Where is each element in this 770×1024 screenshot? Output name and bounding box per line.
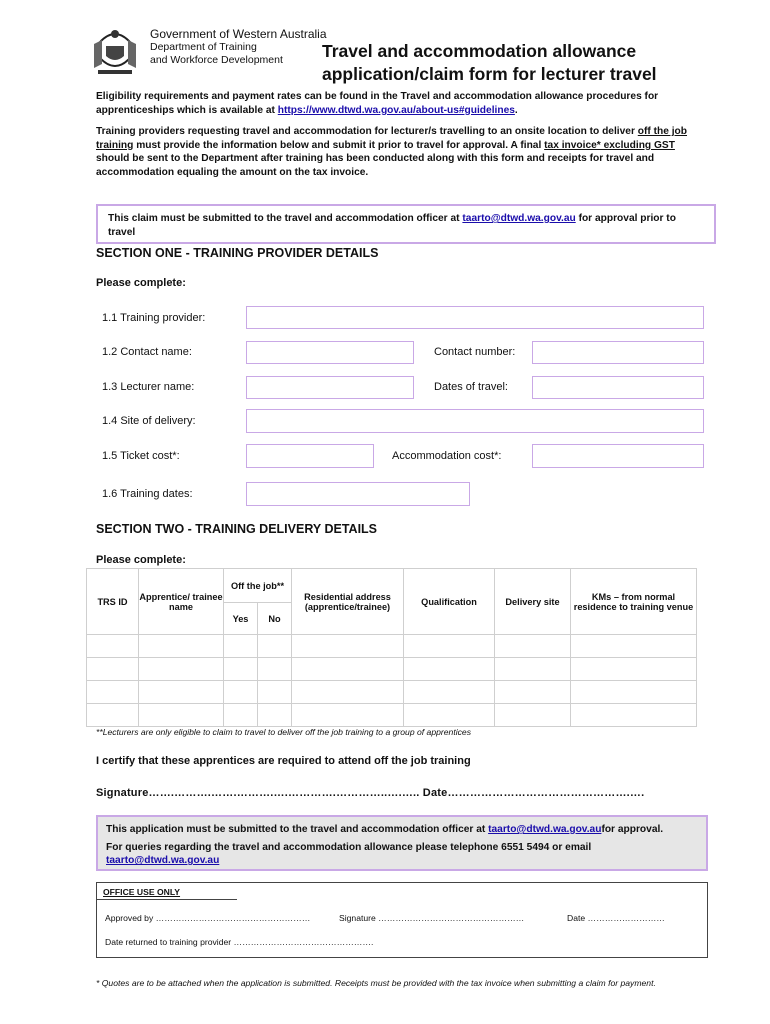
providers-paragraph xyxy=(96,125,706,179)
contact-name-field[interactable] xyxy=(246,341,414,364)
queries-email-link[interactable]: taarto@dtwd.wa.gov.au xyxy=(106,855,220,867)
table-cell[interactable] xyxy=(258,658,292,681)
org-line-2: Department of Training xyxy=(150,41,257,53)
eligibility-paragraph xyxy=(96,90,706,117)
table-cell[interactable] xyxy=(571,704,697,727)
col-delivery-site: Delivery site xyxy=(495,569,571,635)
quotes-note: * Quotes are to be attached when the application is submitted. Receipts must be provided with the tax invoice when submitting a claim for payment. xyxy=(96,978,656,988)
date-returned-line[interactable]: Date returned to training provider …………………………………………. xyxy=(105,937,374,947)
table-cell[interactable] xyxy=(87,704,139,727)
dates-of-travel-label: Dates of travel: xyxy=(434,381,508,393)
dates-of-travel-field[interactable] xyxy=(532,376,704,399)
section-two-please: Please complete: xyxy=(96,554,186,566)
accommodation-cost-label: Accommodation cost*: xyxy=(392,450,502,462)
col-no: No xyxy=(258,603,292,635)
submit-email-link[interactable]: taarto@dtwd.wa.gov.au xyxy=(488,824,602,835)
table-cell[interactable] xyxy=(571,635,697,658)
eligibility-end: . xyxy=(514,104,518,116)
table-cell[interactable] xyxy=(495,658,571,681)
guidelines-link[interactable]: https://www.dtwd.wa.gov.au/about-us#guidelines xyxy=(277,104,515,116)
training-dates-field[interactable] xyxy=(246,482,470,506)
contact-number-field[interactable] xyxy=(532,341,704,364)
table-cell[interactable] xyxy=(258,635,292,658)
table-cell[interactable] xyxy=(139,681,224,704)
table-cell[interactable] xyxy=(224,681,258,704)
lecturer-name-field[interactable] xyxy=(246,376,414,399)
wa-crest-logo xyxy=(90,24,140,78)
submit-line-1 xyxy=(106,823,698,837)
org-line-1: Government of Western Australia xyxy=(150,27,327,41)
contact-number-label: Contact number: xyxy=(434,346,516,358)
callout-text-end: for approval prior to travel xyxy=(108,213,676,238)
table-cell[interactable] xyxy=(87,635,139,658)
lecturer-name-label: 1.3 Lecturer name: xyxy=(102,381,195,393)
col-qualification: Qualification xyxy=(404,569,495,635)
table-cell[interactable] xyxy=(404,704,495,727)
office-use-box xyxy=(96,882,708,958)
table-cell[interactable] xyxy=(292,681,404,704)
table-row xyxy=(87,658,697,681)
ticket-cost-label: 1.5 Ticket cost*: xyxy=(102,450,180,462)
submit-text-end: for approval. xyxy=(601,824,664,835)
approved-by-line[interactable]: Approved by ……………………………………………… xyxy=(105,913,311,923)
office-use-heading: OFFICE USE ONLY xyxy=(103,887,181,897)
table-cell[interactable] xyxy=(495,681,571,704)
col-residential-address: Residential address (apprentice/trainee) xyxy=(292,569,404,635)
training-dates-label: 1.6 Training dates: xyxy=(102,488,193,500)
table-cell[interactable] xyxy=(87,681,139,704)
table-cell[interactable] xyxy=(495,635,571,658)
form-title xyxy=(322,40,702,86)
contact-name-label: 1.2 Contact name: xyxy=(102,346,192,358)
callout-email-link[interactable]: taarto@dtwd.wa.gov.au xyxy=(462,213,576,224)
section-one-heading: SECTION ONE - TRAINING PROVIDER DETAILS xyxy=(96,246,379,260)
table-cell[interactable] xyxy=(571,681,697,704)
providers-underline-1: off the job training xyxy=(96,126,688,151)
providers-text-3: should be sent to the Department after training has been conducted along with this form and receipts for travel and accommodation equaling the amount on the tax invoice. xyxy=(96,153,655,178)
certify-statement: I certify that these apprentices are required to attend off the job training xyxy=(96,755,471,767)
site-of-delivery-label: 1.4 Site of delivery: xyxy=(102,415,196,427)
table-cell[interactable] xyxy=(292,704,404,727)
table-row xyxy=(87,704,697,727)
table-cell[interactable] xyxy=(139,704,224,727)
col-apprentice-name: Apprentice/ trainee name xyxy=(139,569,224,635)
title-line-2: application/claim form for lecturer travel xyxy=(322,64,657,84)
table-cell[interactable] xyxy=(404,635,495,658)
signature-date-line[interactable]: Signature…….……….…….……….….………….…………..….….. Date………………………………………….…. xyxy=(96,787,645,799)
submit-line-2 xyxy=(106,841,698,868)
org-name xyxy=(150,28,327,67)
providers-text-1: Training providers requesting travel and accommodation for lecturer/s travelling to an onsite location to deliver xyxy=(96,126,635,137)
providers-underline-2: tax invoice* excluding GST xyxy=(544,139,675,151)
table-row xyxy=(87,681,697,704)
col-off-the-job: Off the job** xyxy=(224,569,292,603)
table-cell[interactable] xyxy=(292,635,404,658)
table-cell[interactable] xyxy=(571,658,697,681)
queries-text: For queries regarding the travel and accommodation allowance please telephone 6551 5494 or email xyxy=(106,841,592,853)
table-row xyxy=(87,635,697,658)
col-kms: KMs – from normal residence to training venue xyxy=(571,569,697,635)
table-cell[interactable] xyxy=(404,681,495,704)
table-cell[interactable] xyxy=(139,635,224,658)
col-trs-id: TRS ID xyxy=(87,569,139,635)
table-cell[interactable] xyxy=(87,658,139,681)
submit-info-box xyxy=(96,815,708,871)
apprentice-table xyxy=(86,568,697,727)
table-cell[interactable] xyxy=(258,704,292,727)
org-line-3: and Workforce Development xyxy=(150,54,283,66)
submission-callout xyxy=(96,204,716,244)
office-date-line[interactable]: Date ……………………… xyxy=(567,913,665,923)
accommodation-cost-field[interactable] xyxy=(532,444,704,468)
table-cell[interactable] xyxy=(404,658,495,681)
off-the-job-footnote: **Lecturers are only eligible to claim to travel to deliver off the job training to a group of apprentices xyxy=(96,727,471,737)
training-provider-label: 1.1 Training provider: xyxy=(102,312,206,324)
table-cell[interactable] xyxy=(292,658,404,681)
table-cell[interactable] xyxy=(258,681,292,704)
section-one-please: Please complete: xyxy=(96,277,186,289)
col-yes: Yes xyxy=(224,603,258,635)
eligibility-text: Eligibility requirements and payment rates can be found in the Travel and accommodation allowance procedures for apprenticeships which is available at xyxy=(96,91,659,116)
section-two-heading: SECTION TWO - TRAINING DELIVERY DETAILS xyxy=(96,522,378,536)
submit-text: This application must be submitted to the travel and accommodation officer at xyxy=(106,824,486,835)
site-of-delivery-field[interactable] xyxy=(246,409,704,433)
table-cell[interactable] xyxy=(139,658,224,681)
table-cell[interactable] xyxy=(224,704,258,727)
office-signature-line[interactable]: Signature …………………………………………… xyxy=(339,913,525,923)
office-divider xyxy=(97,899,237,900)
callout-text: This claim must be submitted to the travel and accommodation officer at xyxy=(108,213,460,224)
table-cell[interactable] xyxy=(224,658,258,681)
title-line-1: Travel and accommodation allowance xyxy=(322,41,637,61)
table-cell[interactable] xyxy=(495,704,571,727)
table-cell[interactable] xyxy=(224,635,258,658)
training-provider-field[interactable] xyxy=(246,306,704,329)
providers-text-2: must provide the information below and submit it prior to travel for approval. A final xyxy=(136,139,542,151)
ticket-cost-field[interactable] xyxy=(246,444,374,468)
